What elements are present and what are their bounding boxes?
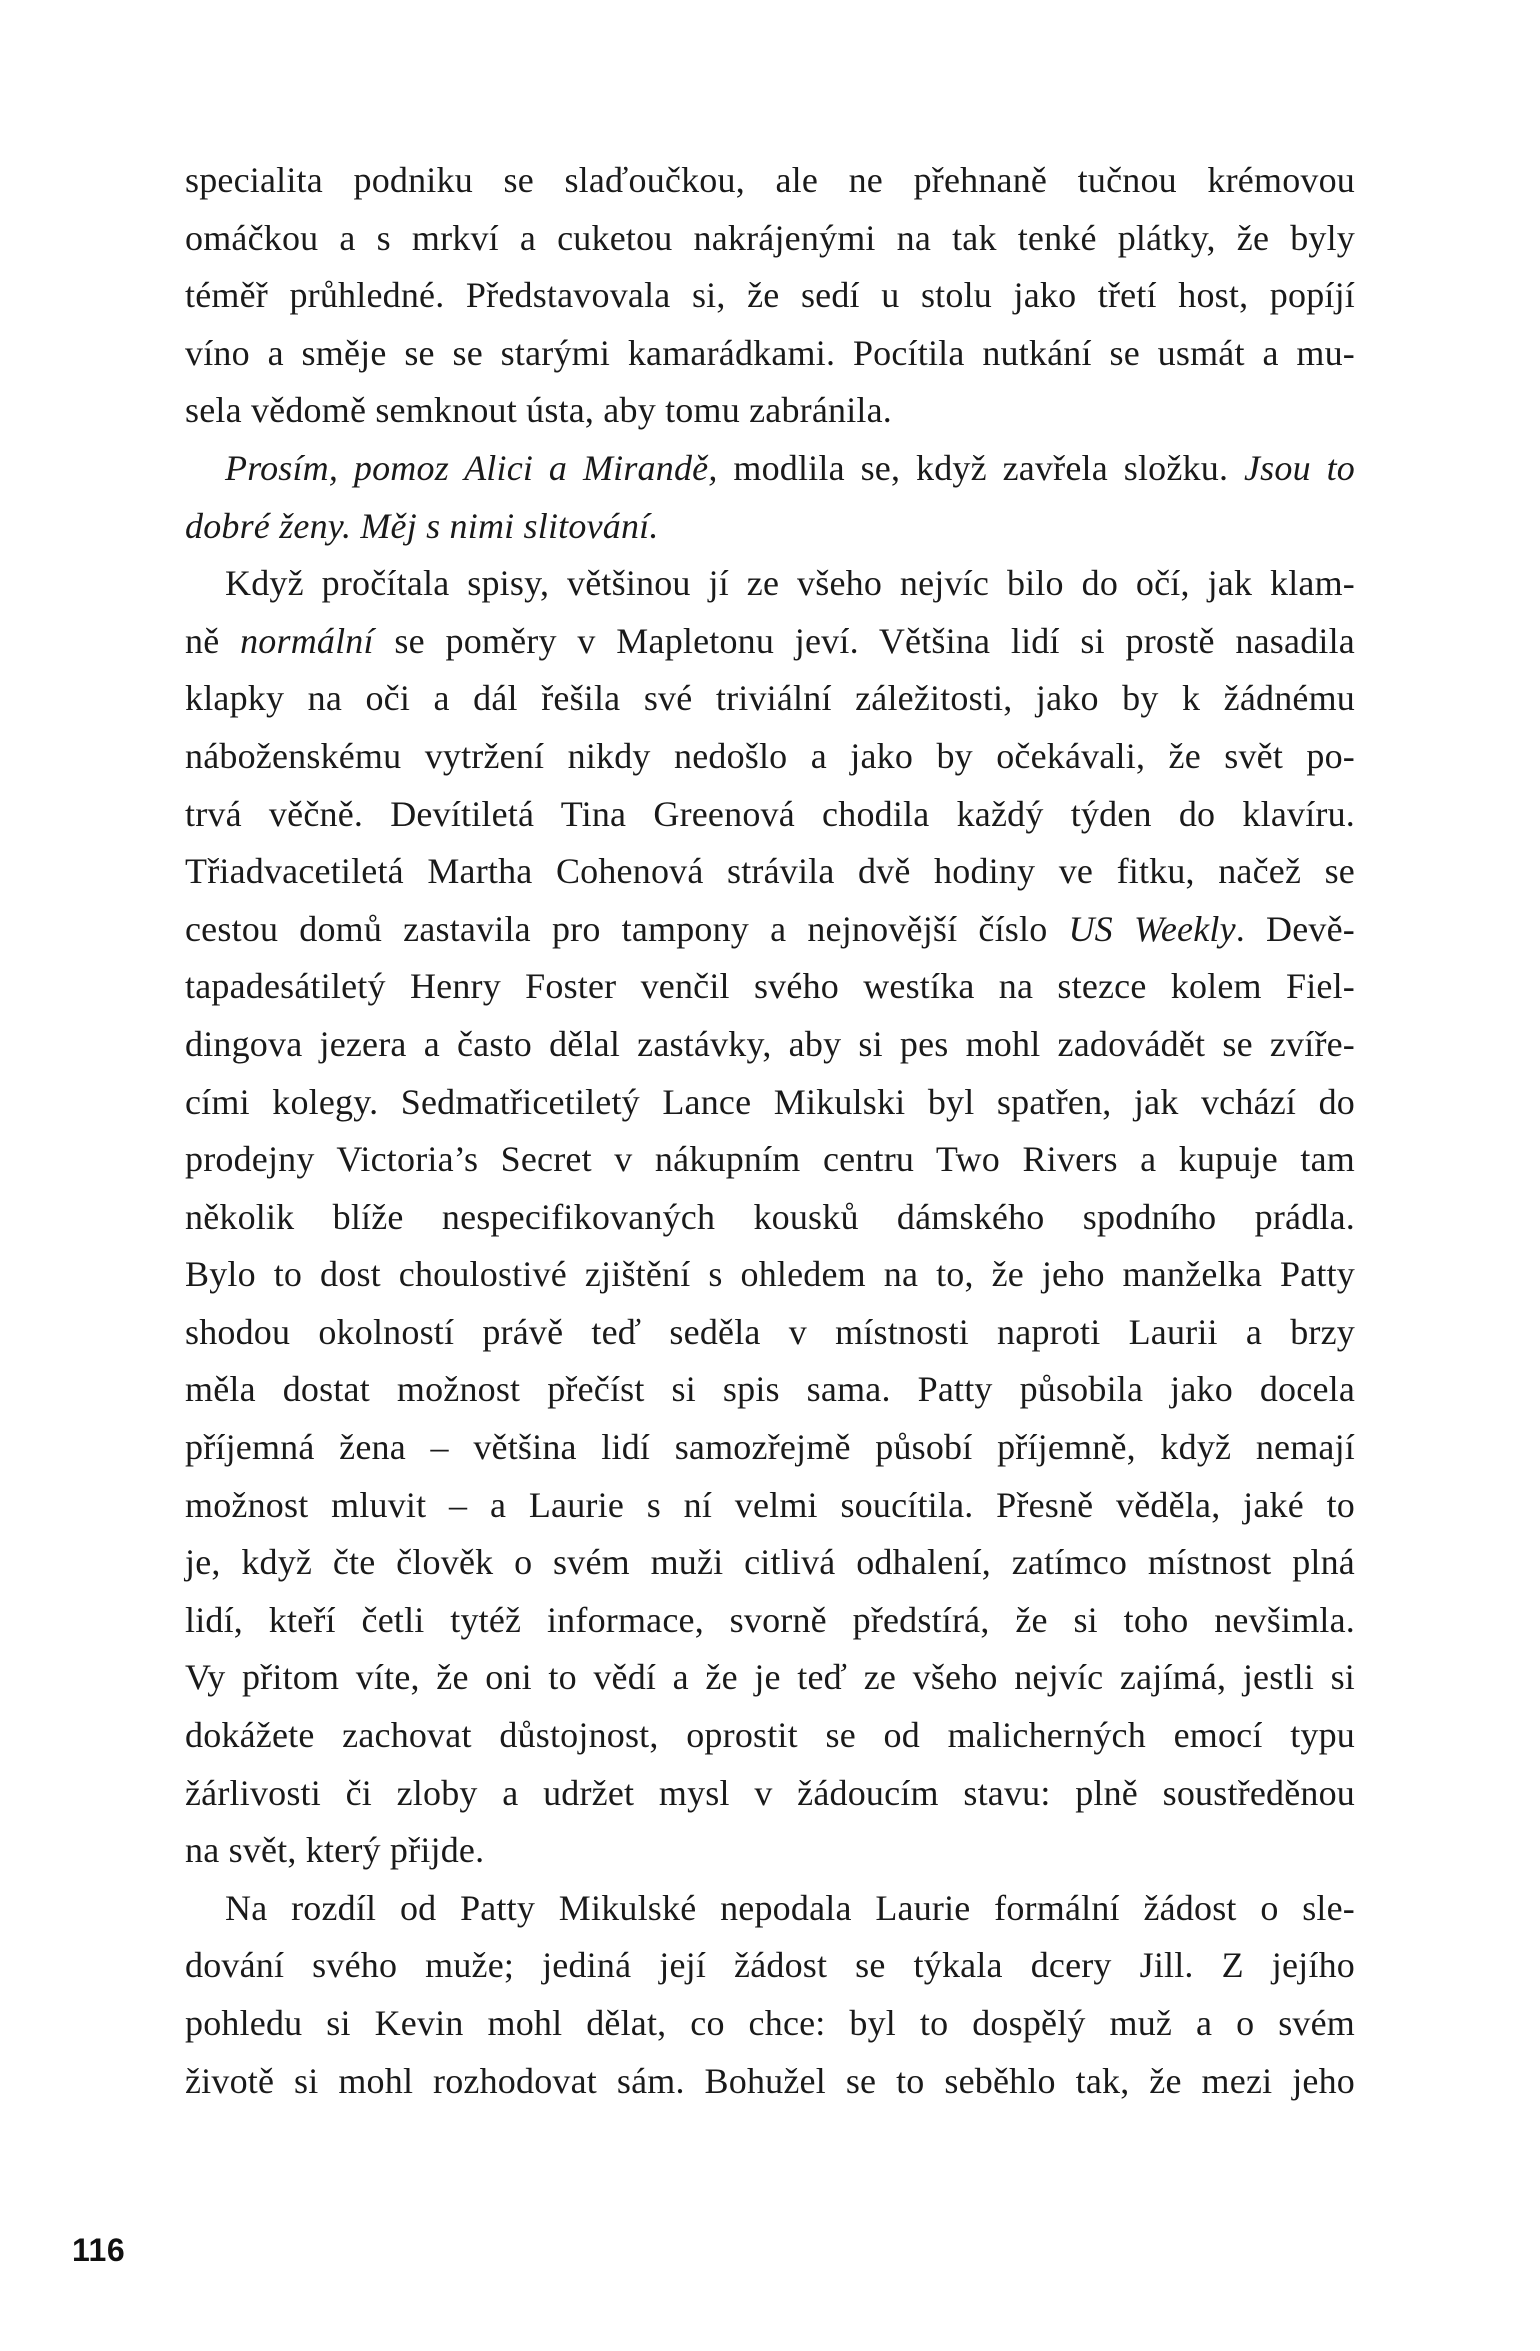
text-segment: prodejny Victoria’s Secret v nákupním centru Two Rivers a kupuje tam xyxy=(185,1139,1355,1180)
text-line xyxy=(185,1131,1355,1189)
text-line xyxy=(185,555,1355,613)
text-segment: Bylo to dost choulostivé zjištění s ohledem na to, že jeho manželka Patty xyxy=(185,1254,1355,1295)
text-segment: dokážete zachovat důstojnost, oprostit se od malicherných emocí typu xyxy=(185,1715,1355,1756)
text-segment: specialita podniku se slaďoučkou, ale ne přehnaně tučnou krémovou xyxy=(185,160,1355,200)
text-line xyxy=(185,1822,1355,1880)
text-segment: víno a směje se se starými kamarádkami. Pocítila nutkání se usmát a mu- xyxy=(185,332,1355,373)
text-line xyxy=(185,901,1355,959)
text-segment: sela vědomě semknout ústa, aby tomu zabránila. xyxy=(185,390,892,431)
text-segment: náboženskému vytržení nikdy nedošlo a jako by očekávali, že svět po- xyxy=(185,735,1355,776)
text-segment: trvá věčně. Devítiletá Tina Greenová chodila každý týden do klavíru. xyxy=(185,793,1355,834)
text-segment: dování svého muže; jediná její žádost se týkala dcery Jill. Z jejího xyxy=(185,1945,1355,1986)
text-line xyxy=(185,1189,1355,1247)
text-line xyxy=(185,786,1355,844)
text-line xyxy=(185,1937,1355,1995)
text-segment: životě si mohl rozhodovat sám. Bohužel se to seběhlo tak, že mezi jeho xyxy=(185,2060,1355,2101)
text-segment: je, když čte člověk o svém muži citlivá odhalení, zatímco místnost plná xyxy=(185,1542,1355,1583)
text-segment: Když pročítala spisy, většinou jí ze všeho nejvíc bilo do očí, jak klam- xyxy=(225,563,1355,604)
text-line xyxy=(185,1361,1355,1419)
text-line xyxy=(185,1477,1355,1535)
text-segment: několik blíže nespecifikovaných kousků dámského spodního prádla. xyxy=(185,1196,1355,1237)
text-segment: modlila se, když zavřela složku. xyxy=(717,447,1244,488)
text-segment: Vy přitom víte, že oni to vědí a že je teď ze všeho nejvíc zajímá, jestli si xyxy=(185,1657,1355,1698)
text-line xyxy=(185,1592,1355,1650)
text-segment: možnost mluvit – a Laurie s ní velmi soucítila. Přesně věděla, jaké to xyxy=(185,1484,1355,1525)
text-line xyxy=(185,1016,1355,1074)
text-line xyxy=(185,1765,1355,1823)
text-segment: se poměry v Mapletonu jeví. Většina lidí si prostě nasadila xyxy=(373,620,1355,661)
text-segment: cími kolegy. Sedmatřicetiletý Lance Mikulski byl spatřen, jak vchází do xyxy=(185,1081,1355,1122)
text-line xyxy=(185,325,1355,383)
page-number: 116 xyxy=(72,2232,126,2268)
text-line xyxy=(185,1880,1355,1938)
text-line xyxy=(185,1419,1355,1477)
text-segment: ně xyxy=(185,620,241,661)
text-segment: tapadesátiletý Henry Foster venčil svého westíka na stezce kolem Fiel- xyxy=(185,966,1355,1007)
text-segment: na svět, který přijde. xyxy=(185,1830,485,1871)
text-line xyxy=(185,498,1355,556)
text-line xyxy=(185,440,1355,498)
text-line xyxy=(185,843,1355,901)
text-line xyxy=(185,2053,1355,2111)
text-line xyxy=(185,1995,1355,2053)
text-line xyxy=(185,210,1355,268)
text-segment: pohledu si Kevin mohl dělat, co chce: byl to dospělý muž a o svém xyxy=(185,2003,1355,2043)
text-segment: omáčkou a s mrkví a cuketou nakrájenými na tak tenké plátky, že byly xyxy=(185,217,1355,258)
text-segment: téměř průhledné. Představovala si, že sedí u stolu jako třetí host, popíjí xyxy=(185,275,1355,316)
text-line xyxy=(185,958,1355,1016)
text-segment: žárlivosti či zloby a udržet mysl v žádoucím stavu: plně soustředěnou xyxy=(185,1772,1355,1813)
text-segment: lidí, kteří četli tytéž informace, svorně předstírá, že si toho nevšimla. xyxy=(185,1599,1355,1640)
text-line xyxy=(185,1707,1355,1765)
italic-text-segment: dobré ženy. Měj s nimi slitování. xyxy=(185,505,659,546)
italic-text-segment: US Weekly xyxy=(1068,908,1236,949)
text-segment: příjemná žena – většina lidí samozřejmě působí příjemně, když nemají xyxy=(185,1427,1355,1468)
text-line xyxy=(185,670,1355,728)
text-line xyxy=(185,613,1355,671)
text-segment: Třiadvacetiletá Martha Cohenová strávila dvě hodiny ve fitku, načež se xyxy=(185,851,1355,892)
italic-text-segment: Prosím, pomoz Alici a Mirandě, xyxy=(225,447,718,488)
text-line xyxy=(185,1649,1355,1707)
text-segment: měla dostat možnost přečíst si spis sama. Patty působila jako docela xyxy=(185,1369,1355,1410)
text-line xyxy=(185,267,1355,325)
text-segment: klapky na oči a dál řešila své triviální záležitosti, jako by k žádnému xyxy=(185,678,1355,719)
text-segment: cestou domů zastavila pro tampony a nejnovější číslo xyxy=(185,908,1069,949)
text-segment: . Devě- xyxy=(1235,908,1355,949)
italic-text-segment: Jsou to xyxy=(1243,447,1356,488)
text-segment: dingova jezera a často dělal zastávky, aby si pes mohl zadovádět se zvíře- xyxy=(185,1023,1355,1064)
text-segment: shodou okolností právě teď seděla v místnosti naproti Laurii a brzy xyxy=(185,1311,1355,1352)
text-block xyxy=(185,152,1355,2110)
text-line xyxy=(185,382,1355,440)
text-line xyxy=(185,1304,1355,1362)
text-line xyxy=(185,728,1355,786)
text-line xyxy=(185,1246,1355,1304)
italic-text-segment: normální xyxy=(240,620,374,661)
text-line xyxy=(185,1074,1355,1132)
text-line xyxy=(185,1534,1355,1592)
text-segment: Na rozdíl od Patty Mikulské nepodala Laurie formální žádost o sle- xyxy=(225,1887,1355,1928)
text-line xyxy=(185,152,1355,210)
